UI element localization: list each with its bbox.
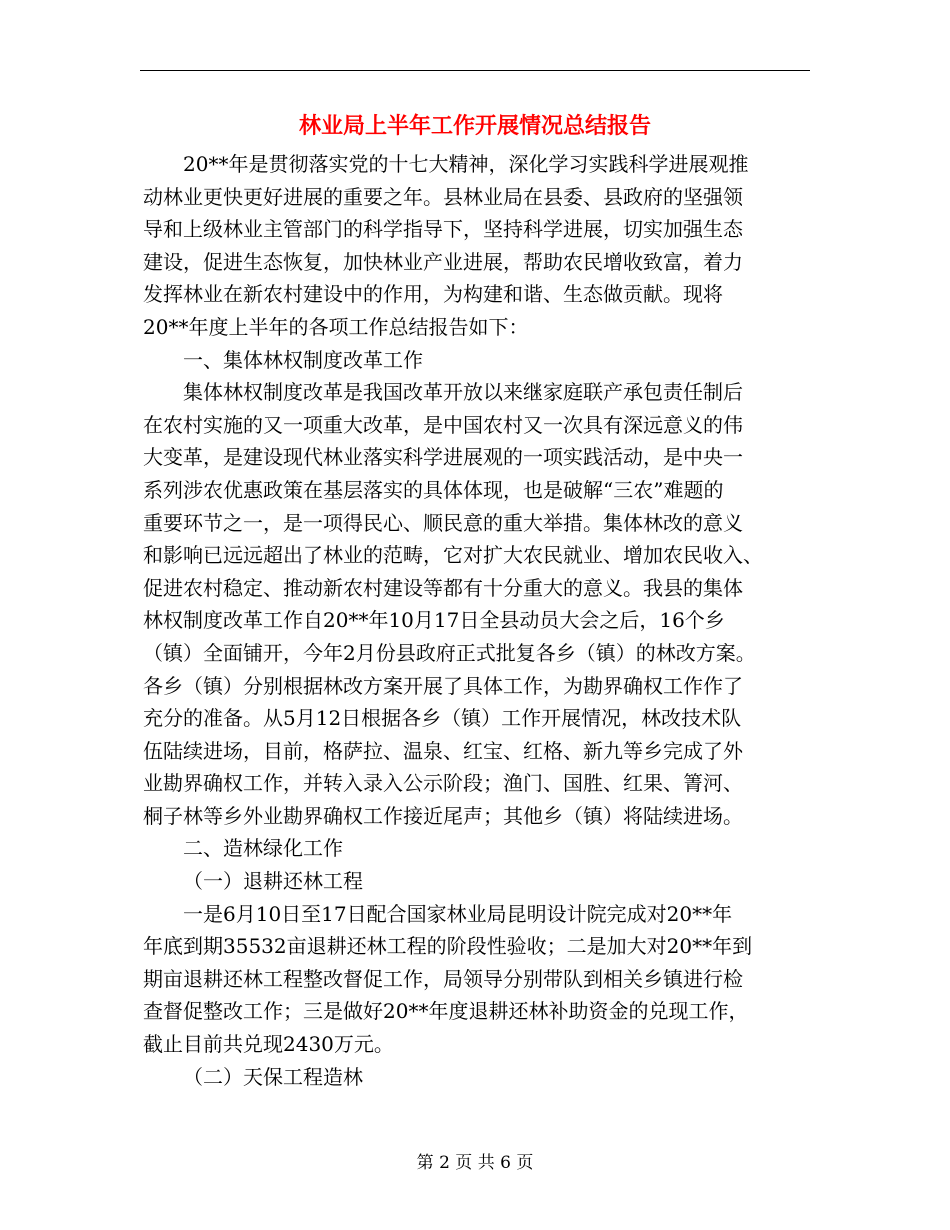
subsection-heading: （二）天保工程造林 — [183, 1064, 363, 1089]
paragraph-line: 系列涉农优惠政策在基层落实的具体体现，也是破解“三农”难题的 — [143, 477, 724, 502]
paragraph-line: 充分的准备。从5月12日根据各乡（镇）工作开展情况，林改技术队 — [143, 706, 742, 731]
paragraph-line: 重要环节之一，是一项得民心、顺民意的重大举措。集体林改的意义 — [143, 510, 743, 535]
paragraph-line: 查督促整改工作；三是做好20**年度退耕还林补助资金的兑现工作， — [143, 999, 749, 1024]
paragraph-line: 发挥林业在新农村建设中的作用，为构建和谐、生态做贡献。现将 — [143, 282, 723, 307]
paragraph-line: 促进农村稳定、推动新农村建设等都有十分重大的意义。我县的集体 — [143, 575, 743, 600]
paragraph-line: 林权制度改革工作自20**年10月17日全县动员大会之后，16个乡 — [143, 608, 725, 633]
paragraph-line: 各乡（镇）分别根据林改方案开展了具体工作，为勘界确权工作作了 — [143, 673, 743, 698]
subsection-heading: （一）退耕还林工程 — [183, 869, 363, 894]
paragraph-line: 动林业更快更好进展的重要之年。县林业局在县委、县政府的坚强领 — [143, 184, 743, 209]
paragraph-line: 桐子林等乡外业勘界确权工作接近尾声；其他乡（镇）将陆续进场。 — [143, 803, 743, 828]
paragraph-line: （镇）全面铺开，今年2月份县政府正式批复各乡（镇）的林改方案。 — [143, 640, 756, 665]
header-rule — [140, 70, 810, 71]
paragraph-line: 20**年是贯彻落实党的十七大精神，深化学习实践科学进展观推 — [183, 152, 749, 176]
paragraph-line: 一是6月10日至17日配合国家林业局昆明设计院完成对20**年 — [183, 901, 733, 926]
document-body — [143, 148, 813, 1093]
paragraph-line: 期亩退耕还林工程整改督促工作，局领导分别带队到相关乡镇进行检 — [143, 966, 743, 991]
paragraph-line: 伍陆续进场，目前，格萨拉、温泉、红宝、红格、新九等乡完成了外 — [143, 738, 743, 763]
paragraph-line: 在农村实施的又一项重大改革，是中国农村又一次具有深远意义的伟 — [143, 412, 743, 437]
paragraph-line: 集体林权制度改革是我国改革开放以来继家庭联产承包责任制后 — [183, 380, 743, 405]
page-number: 第 2 页 共 6 页 — [416, 1153, 534, 1173]
paragraph-line: 20**年度上半年的各项工作总结报告如下： — [143, 314, 529, 339]
paragraph-line: 和影响已远远超出了林业的范畴，它对扩大农民就业、增加农民收入、 — [143, 543, 763, 568]
paragraph-line: 导和上级林业主管部门的科学指导下，坚持科学进展，切实加强生态 — [143, 217, 743, 242]
paragraph-line: 建设，促进生态恢复，加快林业产业进展，帮助农民增收致富，着力 — [143, 249, 743, 274]
paragraph-line: 大变革，是建设现代林业落实科学进展观的一项实践活动，是中央一 — [143, 445, 743, 470]
paragraph-line: 截止目前共兑现2430万元。 — [143, 1032, 394, 1057]
document-title: 林业局上半年工作开展情况总结报告 — [298, 113, 651, 139]
section-heading: 二、造林绿化工作 — [183, 836, 343, 861]
paragraph-line: 业勘界确权工作，并转入录入公示阶段；渔门、国胜、红果、箐河、 — [143, 771, 743, 796]
section-heading: 一、集体林权制度改革工作 — [183, 347, 423, 372]
paragraph-line: 年底到期35532亩退耕还林工程的阶段性验收；二是加大对20**年到 — [143, 934, 753, 959]
